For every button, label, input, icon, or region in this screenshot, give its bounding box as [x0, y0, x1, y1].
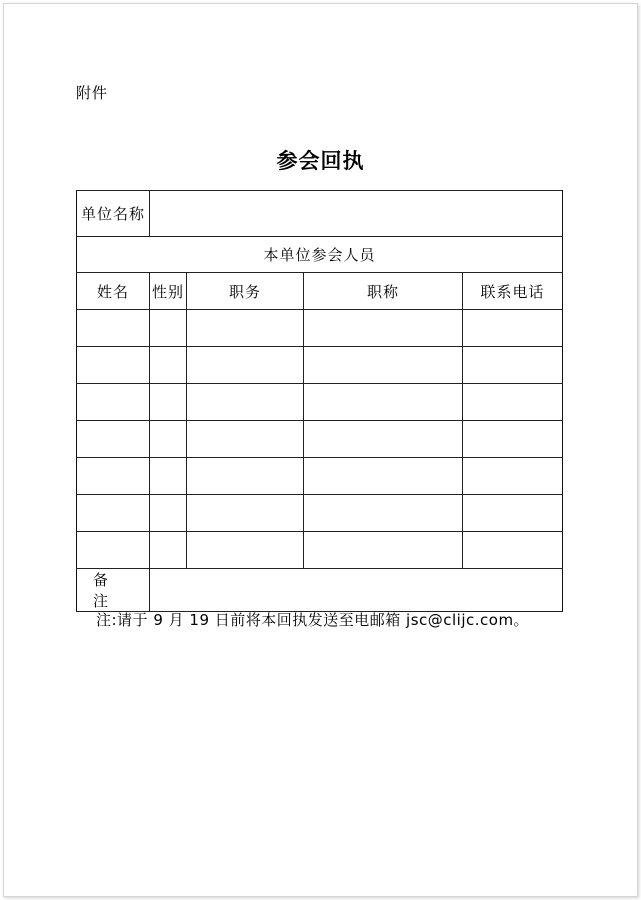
unit-name-field[interactable] — [150, 191, 563, 237]
page-title: 参会回执 — [276, 148, 365, 173]
attendee-title-cell[interactable] — [304, 347, 463, 384]
attendee-row — [77, 532, 563, 569]
attendee-name-cell[interactable] — [77, 495, 150, 532]
attachment-label: 附件 — [76, 84, 109, 102]
attendee-row — [77, 310, 563, 347]
unit-name-row — [77, 191, 563, 237]
attendee-gender-cell[interactable] — [150, 532, 187, 569]
column-header-name: 姓名 — [77, 273, 150, 310]
attendee-gender-cell[interactable] — [150, 458, 187, 495]
attendee-name-cell[interactable] — [77, 532, 150, 569]
column-header-gender: 性别 — [150, 273, 187, 310]
attendee-name-cell[interactable] — [77, 384, 150, 421]
column-header-row — [77, 273, 563, 310]
attendee-row — [77, 458, 563, 495]
remarks-row — [77, 569, 563, 612]
attendee-gender-cell[interactable] — [150, 310, 187, 347]
attendee-gender-cell[interactable] — [150, 421, 187, 458]
remarks-field[interactable] — [150, 569, 563, 612]
attendee-gender-cell[interactable] — [150, 347, 187, 384]
attendee-name-cell[interactable] — [77, 347, 150, 384]
column-header-position: 职务 — [187, 273, 304, 310]
column-header-phone: 联系电话 — [463, 273, 563, 310]
attendee-phone-cell[interactable] — [463, 495, 563, 532]
unit-name-label: 单位名称 — [77, 191, 150, 237]
attendee-name-cell[interactable] — [77, 310, 150, 347]
attendee-phone-cell[interactable] — [463, 458, 563, 495]
attendee-phone-cell[interactable] — [463, 347, 563, 384]
attendee-position-cell[interactable] — [187, 347, 304, 384]
attendee-phone-cell[interactable] — [463, 310, 563, 347]
attendee-title-cell[interactable] — [304, 532, 463, 569]
attendee-title-cell[interactable] — [304, 310, 463, 347]
attendees-section-heading: 本单位参会人员 — [77, 237, 563, 273]
reply-form-table — [76, 190, 563, 612]
attendee-row — [77, 384, 563, 421]
attendee-position-cell[interactable] — [187, 421, 304, 458]
attendee-title-cell[interactable] — [304, 421, 463, 458]
section-heading-row — [77, 237, 563, 273]
remarks-label: 备 注 — [77, 569, 150, 612]
attendee-title-cell[interactable] — [304, 495, 463, 532]
attendee-phone-cell[interactable] — [463, 421, 563, 458]
attendee-position-cell[interactable] — [187, 384, 304, 421]
attendee-title-cell[interactable] — [304, 458, 463, 495]
attendee-position-cell[interactable] — [187, 310, 304, 347]
attendee-row — [77, 495, 563, 532]
attendee-gender-cell[interactable] — [150, 495, 187, 532]
submission-footnote: 注:请于 9 月 19 日前将本回执发送至电邮箱 jsc@clijc.com。 — [96, 611, 530, 629]
attendee-row — [77, 347, 563, 384]
attendee-row — [77, 421, 563, 458]
attendee-gender-cell[interactable] — [150, 384, 187, 421]
attendee-name-cell[interactable] — [77, 421, 150, 458]
attendee-position-cell[interactable] — [187, 458, 304, 495]
attendee-phone-cell[interactable] — [463, 532, 563, 569]
attendee-position-cell[interactable] — [187, 532, 304, 569]
attendee-position-cell[interactable] — [187, 495, 304, 532]
attendee-name-cell[interactable] — [77, 458, 150, 495]
column-header-title: 职称 — [304, 273, 463, 310]
attendee-title-cell[interactable] — [304, 384, 463, 421]
attendee-phone-cell[interactable] — [463, 384, 563, 421]
